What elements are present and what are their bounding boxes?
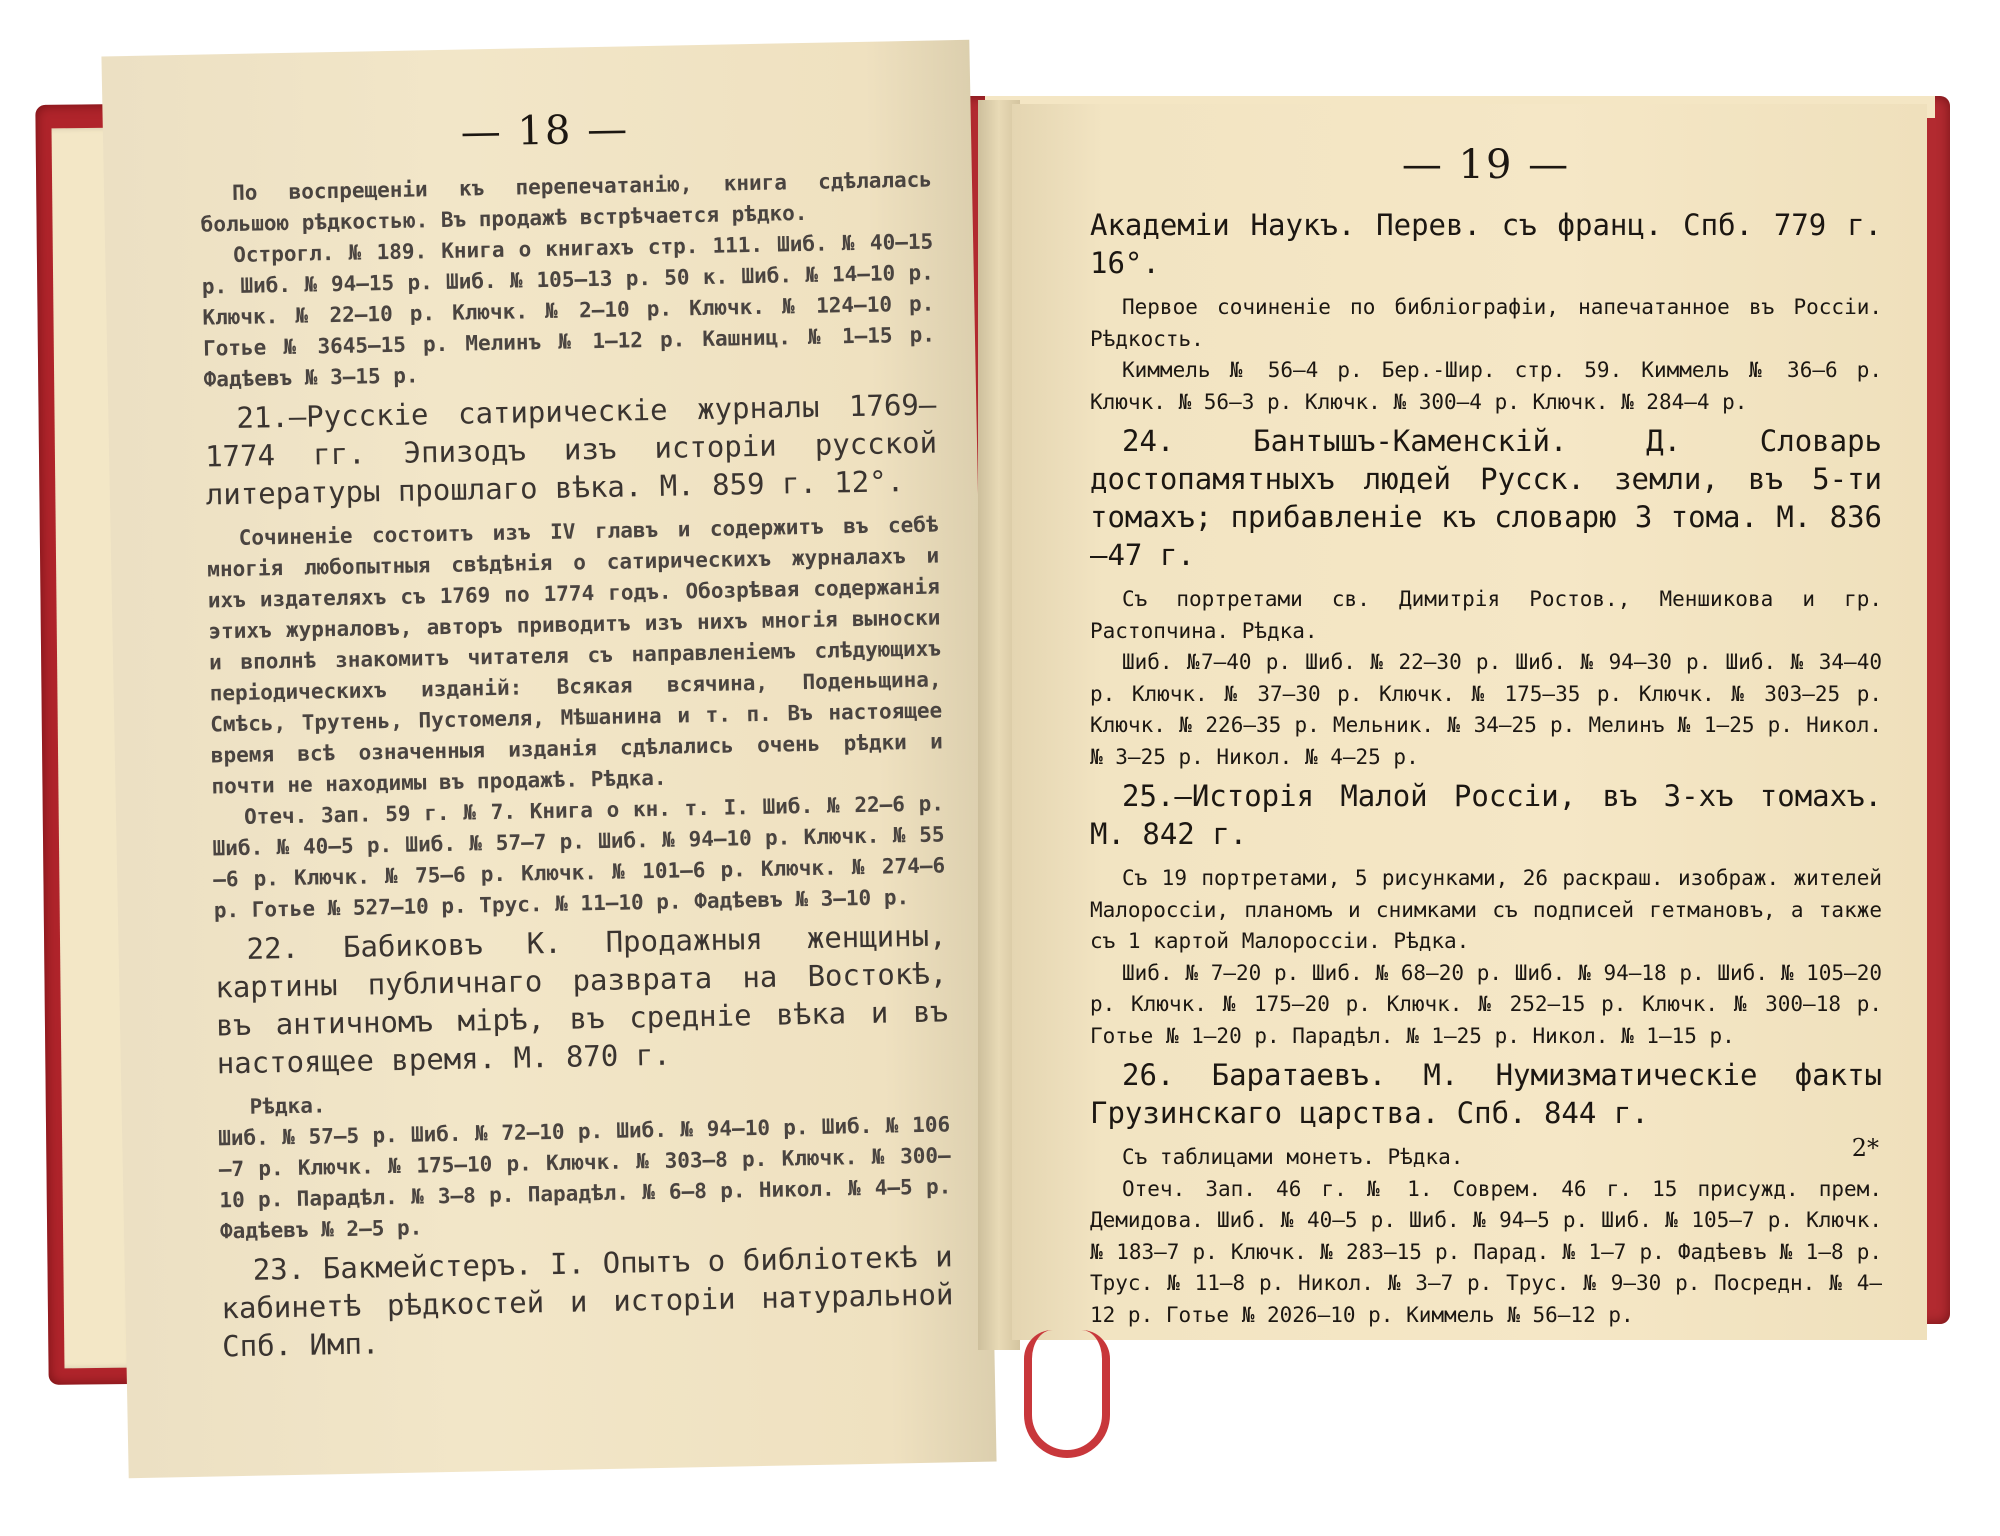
text-block: Киммель № 56—4 р. Бер.-Шир. стр. 59. Киммель № 36—6 р. Ключк. № 56—3 р. Ключк. № 300—4 р. Ключк. № 284—4 р.	[1090, 358, 1882, 414]
text-block: Острогл. № 189. Книга о книгахъ стр. 111. Шиб. № 40—15 р. Шиб. № 94—15 р. Шиб. № 105—13 р. 50 к. Шиб. № 14—10 р. Ключк. № 22—10 р. Ключк. № 2—10 р. Ключк. № 124—10 р. Готье № 3645—15 р. Мелинъ № 1—12 р. Кашниц. № 1—15 р. Фадѣевъ № 3—15 р.	[201, 229, 936, 392]
entry-heading: 26. Баратаевъ. М. Нумизматическіе факты Грузинскаго царства. Спб. 844 г.	[1090, 1058, 1882, 1130]
entry-heading: 21.—Русскіе сатирическіе журналы 1769—1774 гг. Эпизодъ изъ исторіи русской литературы прошлаго вѣка. М. 859 г. 12°.	[204, 387, 938, 512]
entry-heading: 24. Бантышъ-Каменскій. Д. Словарь достопамятныхъ людей Русск. земли, въ 5-ти томахъ; прибавленіе къ словарю 3 тома. М. 836—47 г.	[1090, 424, 1882, 572]
text-block: Съ портретами св. Димитрія Ростов., Меншикова и гр. Растопчина. Рѣдка.	[1090, 587, 1882, 643]
text-block: Съ 19 портретами, 5 рисунками, 26 раскраш. изображ. жителей Малороссіи, планомъ и снимками съ подписей гетмановъ, а также съ 1 картой Малороссіи. Рѣдка.	[1090, 866, 1882, 953]
page-number: — 18 —	[460, 106, 630, 156]
text-block: Шиб. №7—40 р. Шиб. № 22—30 р. Шиб. № 94—30 р. Шиб. № 34—40 р. Ключк. № 37—30 р. Ключк. № 175—35 р. Ключк. № 303—25 р. Ключк. № 226—35 р. Мельник. № 34—25 р. Мелинъ № 1—25 р. Никол. № 3—25 р. Никол. № 4—25 р.	[1090, 650, 1882, 769]
entry-heading: 23. Бакмейстеръ. I. Опытъ о библіотекѣ и кабинетѣ рѣдкостей и исторіи натуральной Спб. Имп.	[221, 1239, 954, 1364]
text-block: Отеч. Зап. 46 г. № 1. Соврем. 46 г. 15 присужд. прем. Демидова. Шиб. № 40—5 р. Шиб. № 94—5 р. Шиб. № 105—7 р. Ключк. № 183—7 р. Ключк. № 283—15 р. Парад. № 1—7 р. Фадѣевъ № 1—8 р. Трус. № 11—8 р. Никол. № 3—7 р. Трус. № 9—30 р. Посредн. № 4—12 р. Готье № 2026—10 р. Киммель № 56—12 р.	[1090, 1176, 1882, 1327]
text-block: Первое сочиненіе по библіографіи, напечатанное въ Россіи. Рѣдкость.	[1090, 295, 1882, 351]
text-block: Сочиненіе состоитъ изъ IV главъ и содержитъ въ себѣ многія любопытныя свѣдѣнія о сатирическихъ журналахъ и ихъ издателяхъ съ 1769 по 1774 годъ. Обозрѣвая содержанія этихъ журналовъ, авторъ приводитъ изъ нихъ многія выноски и вполнѣ знакомитъ читателя съ направленіемъ слѣдующихъ періодическихъ изданій: Всякая всячина, Поденьщина, Смѣсь, Трутень, Пустомеля, Мѣшанина и т. п. Въ настоящее время всѣ означенныя изданія сдѣлались очень рѣдки и почти не находимы въ продажѣ. Рѣдка.	[207, 512, 943, 799]
entry-heading: Академіи Наукъ. Перев. съ франц. Спб. 779 г. 16°.	[1090, 208, 1882, 280]
signature-mark: 2*	[1851, 1134, 1879, 1162]
text-block: Рѣдка.	[249, 1093, 326, 1119]
entry-heading: 25.—Исторія Малой Россіи, въ 3-хъ томахъ. М. 842 г.	[1090, 779, 1882, 851]
left-page	[101, 40, 996, 1478]
right-page	[1012, 104, 1927, 1340]
page-number: — 19 —	[1401, 142, 1571, 188]
text-block: Отеч. Зап. 59 г. № 7. Книга о кн. т. I. Шиб. № 22—6 р. Шиб. № 40—5 р. Шиб. № 57—7 р. Шиб. № 94—10 р. Ключк. № 55—6 р. Ключк. № 75—6 р. Ключк. № 101—6 р. Ключк. № 274—6 р. Готье № 527—10 р. Трус. № 11—10 р. Фадѣевъ № 3—10 р.	[212, 791, 946, 923]
entry-heading: 22. Бабиковъ К. Продажныя женщины, картины публичнаго разврата на Востокѣ, въ античномъ мірѣ, въ средніе вѣка и въ настоящее время. М. 870 г.	[214, 918, 949, 1081]
text-block: Съ таблицами монетъ. Рѣдка.	[1122, 1145, 1464, 1169]
text-block: Шиб. № 57—5 р. Шиб. № 72—10 р. Шиб. № 94—10 р. Шиб. № 106—7 р. Ключк. № 175—10 р. Ключк. № 303—8 р. Ключк. № 300—10 р. Парадѣл. № 3—8 р. Парадѣл. № 6—8 р. Никол. № 4—5 р. Фадѣевъ № 2—5 р.	[217, 1112, 952, 1244]
text-block: По воспрещеніи къ перепечатанію, книга сдѣлалась большою рѣдкостью. Въ продажѣ встрѣчается рѣдко.	[200, 167, 933, 237]
text-block: Шиб. № 7—20 р. Шиб. № 68—20 р. Шиб. № 94—18 р. Шиб. № 105—20 р. Ключк. № 175—20 р. Ключк. № 252—15 р. Ключк. № 300—18 р. Готье № 1—20 р. Парадѣл. № 1—25 р. Никол. № 1—15 р.	[1090, 960, 1882, 1048]
bookmark-ribbon	[1024, 1330, 1110, 1458]
